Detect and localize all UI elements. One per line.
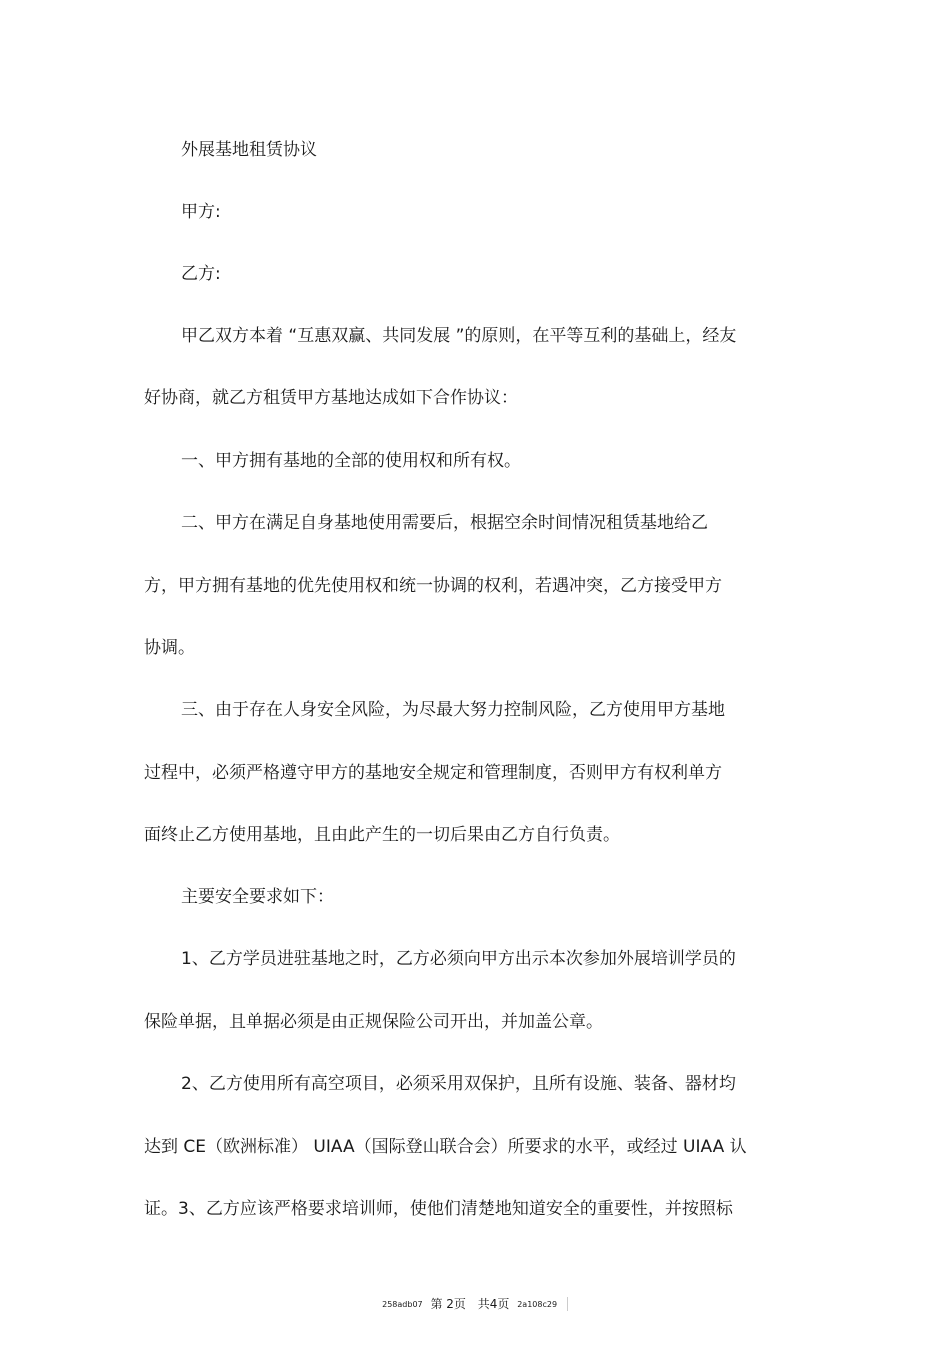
body-line: 好协商，就乙方租赁甲方基地达成如下合作协议： (144, 388, 518, 408)
document-title: 外展基地租赁协议 (181, 140, 317, 160)
body-line: 1、乙方学员进驻基地之时，乙方必须向甲方出示本次参加外展培训学员的 (181, 949, 736, 969)
body-line: 达到 CE（欧洲标准） UIAA（国际登山联合会）所要求的水平，或经过 UIAA 认 (144, 1137, 747, 1157)
body-line: 主要安全要求如下： (181, 887, 334, 907)
body-line: 过程中，必须严格遵守甲方的基地安全规定和管理制度，否则甲方有权利单方 (144, 763, 722, 783)
body-line: 协调。 (144, 638, 195, 658)
body-line: 三、由于存在人身安全风险，为尽最大努力控制风险，乙方使用甲方基地 (181, 700, 725, 720)
footer-left-code: 258adb07 (382, 1300, 423, 1309)
footer-right-code: 2a108c29 (517, 1300, 558, 1309)
page-total: 共4页 (477, 1297, 510, 1311)
body-line: 保险单据，且单据必须是由正规保险公司开出，并加盖公章。 (144, 1012, 603, 1032)
page-number: 第 2页 (430, 1297, 466, 1311)
body-line: 证。3、乙方应该严格要求培训师，使他们清楚地知道安全的重要性，并按照标 (144, 1199, 733, 1219)
body-line: 面终止乙方使用基地，且由此产生的一切后果由乙方自行负责。 (144, 825, 620, 845)
body-line: 方，甲方拥有基地的优先使用权和统一协调的权利，若遇冲突，乙方接受甲方 (144, 576, 722, 596)
body-line: 一、甲方拥有基地的全部的使用权和所有权。 (181, 451, 521, 471)
body-line: 甲乙双方本着 “互惠双赢、共同发展 ”的原则，在平等互利的基础上，经友 (181, 326, 737, 346)
party-a-line: 甲方: (181, 202, 221, 222)
page-footer (0, 1296, 950, 1313)
party-b-line: 乙方: (181, 264, 221, 284)
body-line: 2、乙方使用所有高空项目，必须采用双保护，且所有设施、装备、器材均 (181, 1074, 736, 1094)
footer-divider (567, 1297, 568, 1311)
body-line: 二、甲方在满足自身基地使用需要后，根据空余时间情况租赁基地给乙 (181, 513, 708, 533)
